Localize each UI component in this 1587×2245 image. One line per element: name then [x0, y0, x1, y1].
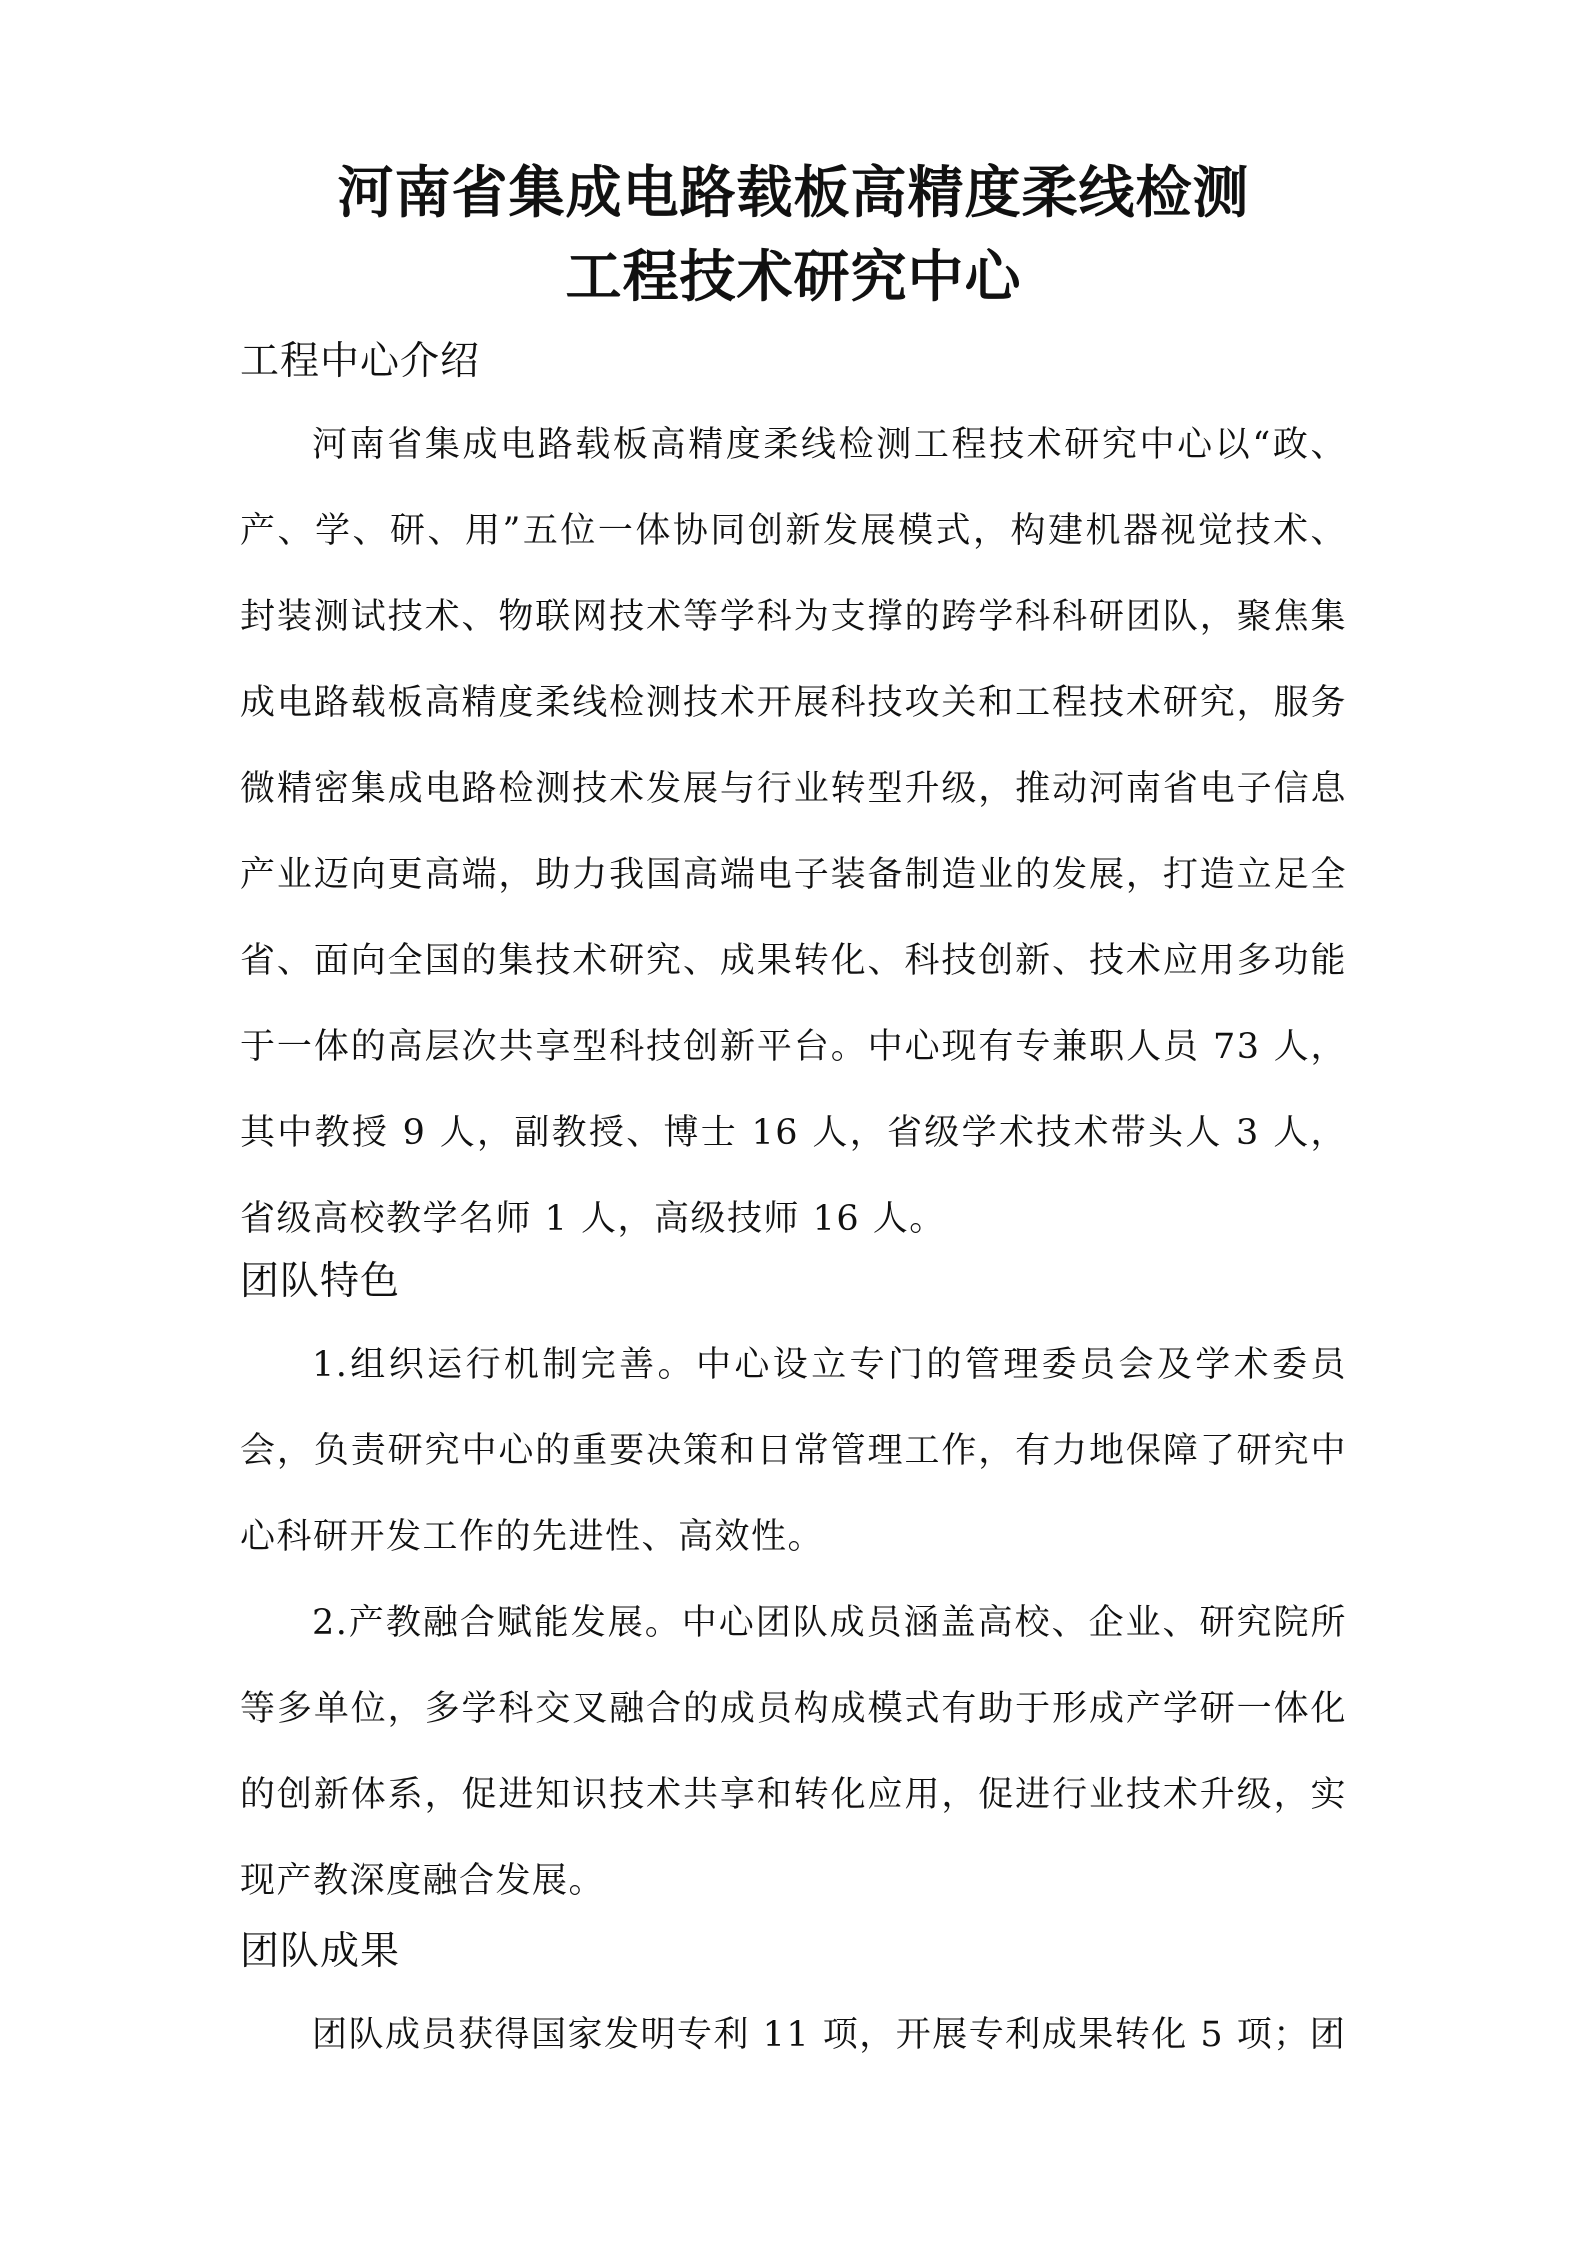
section-achievements-paragraph: 团队成员获得国家发明专利 11 项，开展专利成果转化 5 项；团 — [312, 2015, 1347, 2055]
section-heading-features: 团队特色 — [240, 1259, 401, 1304]
document-title-line1: 河南省集成电路载板高精度柔线检测 — [337, 161, 1250, 226]
section-features-paragraph-1: 1.组织运行机制完善。中心设立专门的管理委员会及学术委员会，负责研究中心的重要决策和日常管理工作，有力地保障了研究中心科研开发工作的先进性、高效性。 — [240, 1345, 1347, 1557]
section-features-paragraph-2: 2.产教融合赋能发展。中心团队成员涵盖高校、企业、研究院所等多单位，多学科交叉融合的成员构成模式有助于形成产学研一体化的创新体系，促进知识技术共享和转化应用，促进行业技术升级，实现产教深度融合发展。 — [240, 1603, 1347, 1901]
document-title-line2: 工程技术研究中心 — [565, 245, 1022, 310]
section-intro-paragraph: 河南省集成电路载板高精度柔线检测工程技术研究中心以“政、产、学、研、用”五位一体协同创新发展模式，构建机器视觉技术、封装测试技术、物联网技术等学科为支撑的跨学科科研团队，聚焦集成电路载板高精度柔线检测技术开展科技攻关和工程技术研究，服务微精密集成电路检测技术发展与行业转型升级，推动河南省电子信息产业迈向更高端，助力我国高端电子装备制造业的发展，打造立足全省、面向全国的集技术研究、成果转化、科技创新、技术应用多功能于一体的高层次共享型科技创新平台。中心现有专兼职人员 73 人，其中教授 9 人，副教授、博士 16 人，省级学术技术带头人 3 人，省级高校教学名师 1 人，高级技师 16 人。 — [240, 425, 1347, 1239]
section-heading-achievements: 团队成果 — [240, 1929, 401, 1974]
section-heading-intro: 工程中心介绍 — [240, 339, 481, 384]
